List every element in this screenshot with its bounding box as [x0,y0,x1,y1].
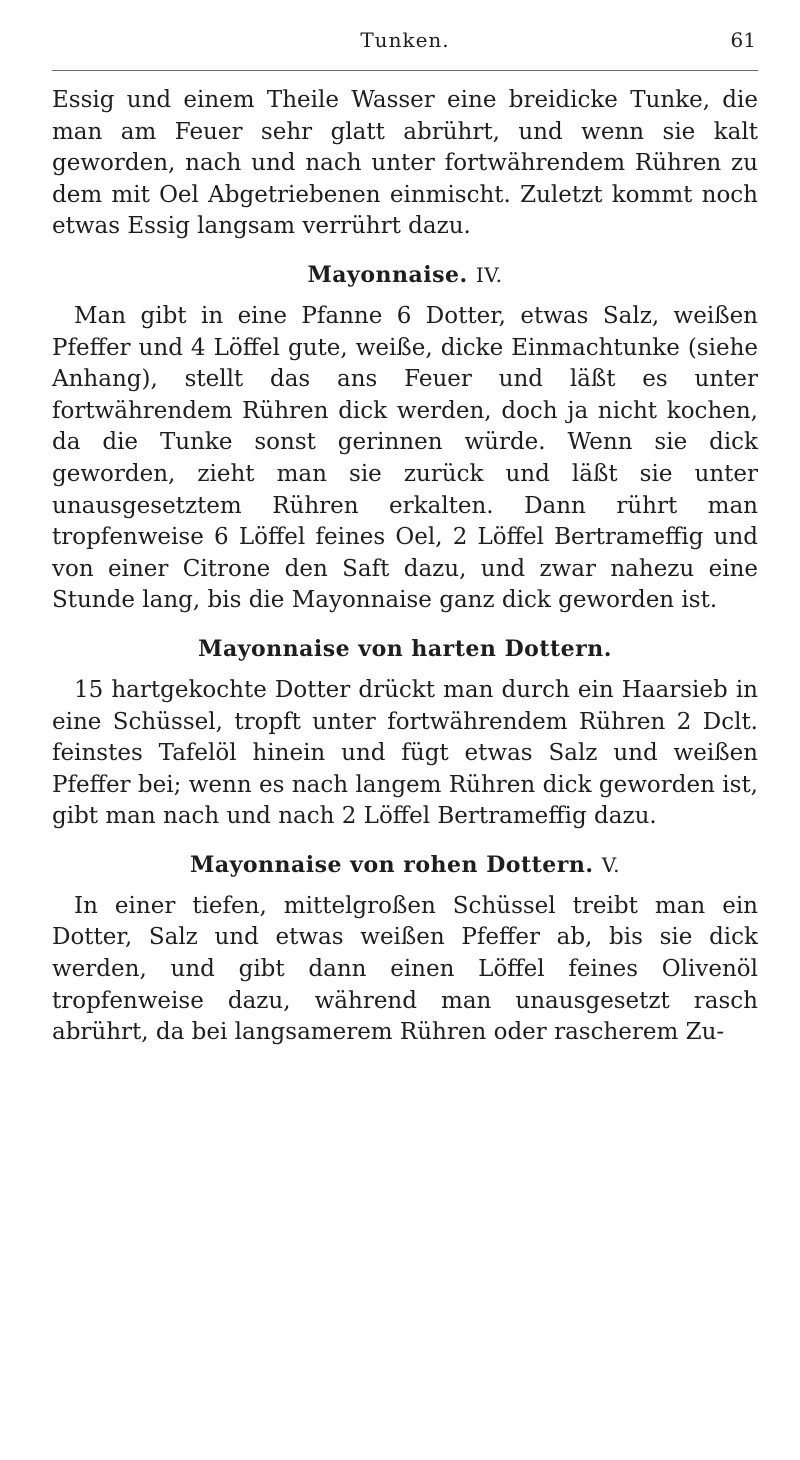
section-heading-hard-yolks [52,635,758,663]
book-page [52,20,758,1450]
section-heading-raw-yolks-v [52,851,758,879]
paragraph-continuation: Essig und einem Theile Wasser eine breidicke Tunke, die man am Feuer sehr glatt abrührt, und wenn sie kalt geworden, nach und nach unter fortwährendem Rühren zu dem mit Oel Abgetriebenen einmischt. Zuletzt kommt noch etwas Essig langsam verrührt dazu. [52,87,758,240]
page-number: 61 [730,28,756,52]
section-heading-mayonnaise-iv [52,261,758,289]
heading-title: Mayonnaise von harten Dottern. [198,635,612,662]
heading-title: Mayonnaise von rohen Dottern. [189,851,594,878]
paragraph-recipe-hard-yolks: 15 hartgekochte Dotter drückt man durch ein Haarsieb in eine Schüssel, tropft unter fortwährendem Rühren 2 Dclt. feinstes Tafelöl hinein und fügt etwas Salz und weißen Pfeffer bei; wenn es nach langem Rühren dick geworden ist, gibt man nach und nach 2 Löffel Bertrameffig dazu. [52,676,758,830]
heading-title: Mayonnaise. [307,261,468,288]
heading-number: V. [601,852,621,877]
paragraph-recipe-v: In einer tiefen, mittelgroßen Schüssel treibt man ein Dotter, Salz und etwas weißen Pfeffer ab, bis sie dick werden, und gibt dann einen Löffel feines Olivenöl tropfenweise dazu, während man unausgesetzt rasch abrührt, da bei langsamerem Rühren oder rascherem Zu- [52,892,758,1046]
running-title: Tunken. [360,28,450,52]
running-head [52,20,758,71]
heading-number: IV. [475,262,503,287]
paragraph-recipe-iv: Man gibt in eine Pfanne 6 Dotter, etwas Salz, weißen Pfeffer und 4 Löffel gute, weiße, dicke Einmachtunke (siehe Anhang), stellt das ans Feuer und läßt es unter fortwährendem Rühren dick werden, doch ja nicht kochen, da die Tunke sonst gerinnen würde. Wenn sie dick geworden, zieht man sie zurück und läßt sie unter unausgesetztem Rühren erkalten. Dann rührt man tropfenweise 6 Löffel feines Oel, 2 Löffel Bertrameffig und von einer Citrone den Saft dazu, und zwar nahezu eine Stunde lang, bis die Mayonnaise ganz dick geworden ist. [52,302,758,614]
